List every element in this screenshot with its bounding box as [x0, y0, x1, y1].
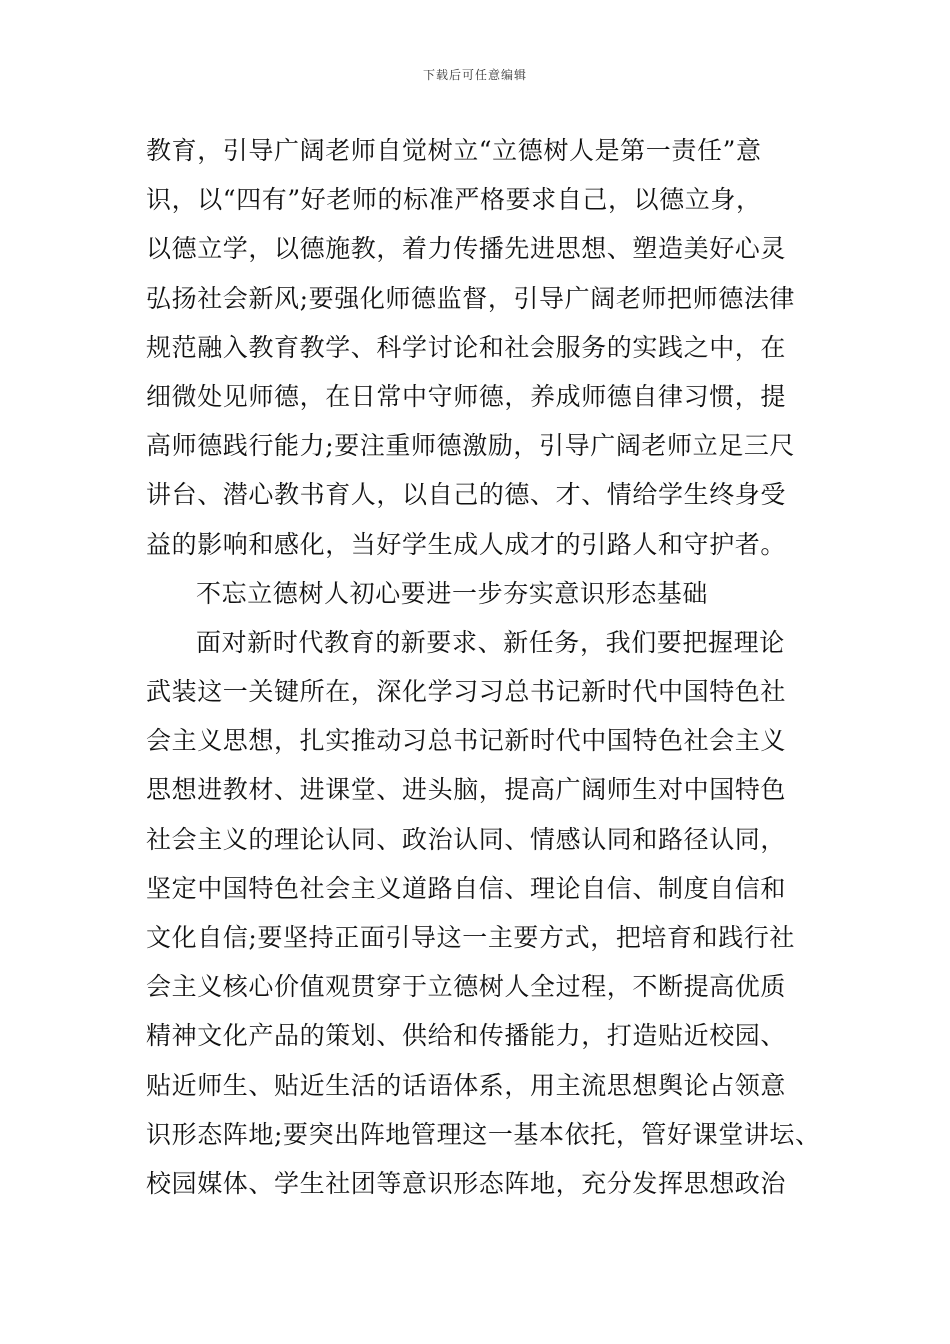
text-line: 识形态阵地;要突出阵地管理这一基本依托，管好课堂讲坛、 [146, 1119, 821, 1149]
text-line: 益的影响和感化，当好学生成人成才的引路人和守护者。 [146, 529, 787, 559]
text-line: 以德立学，以德施教，着力传播先进思想、塑造美好心灵 [146, 234, 787, 264]
text-line: 贴近师生、贴近生活的话语体系，用主流思想舆论占领意 [146, 1070, 787, 1100]
paragraph-first-line: 面对新时代教育的新要求、新任务，我们要把握理论 [196, 627, 785, 657]
text-line: 武装这一关键所在，深化学习习总书记新时代中国特色社 [146, 677, 787, 707]
text-line: 思想进教材、进课堂、进头脑，提高广阔师生对中国特色 [146, 775, 787, 805]
text-line: 细微处见师德，在日常中守师德，养成师德自律习惯，提 [146, 381, 787, 411]
text-line: 识，以“四有”好老师的标准严格要求自己，以德立身， [146, 185, 762, 215]
text-line: 校园媒体、学生社团等意识形态阵地，充分发挥思想政治 [146, 1168, 787, 1198]
text-line: 会主义思想，扎实推动习总书记新时代中国特色社会主义 [146, 726, 787, 756]
text-line: 弘扬社会新风;要强化师德监督，引导广阔老师把师德法律 [146, 283, 796, 313]
text-line: 文化自信;要坚持正面引导这一主要方式，把培育和践行社 [146, 923, 796, 952]
header-note: 下载后可任意编辑 [422, 68, 527, 82]
section-heading: 不忘立德树人初心要进一步夯实意识形态基础 [196, 578, 709, 608]
text-line: 讲台、潜心教书育人，以自己的德、才、情给学生终身受 [146, 480, 787, 510]
text-line: 社会主义的理论认同、政治认同、情感认同和路径认同， [146, 824, 787, 854]
text-line: 会主义核心价值观贯穿于立德树人全过程，不断提高优质 [146, 972, 787, 1002]
text-line: 教育，引导广阔老师自觉树立“立德树人是第一责任”意 [146, 136, 762, 165]
body-text [146, 126, 826, 1208]
text-line: 精神文化产品的策划、供给和传播能力，打造贴近校园、 [146, 1021, 787, 1051]
text-line: 坚定中国特色社会主义道路自信、理论自信、制度自信和 [146, 873, 787, 903]
text-line: 规范融入教育教学、科学讨论和社会服务的实践之中，在 [146, 332, 787, 362]
text-line: 高师德践行能力;要注重师德激励，引导广阔老师立足三尺 [146, 431, 796, 461]
